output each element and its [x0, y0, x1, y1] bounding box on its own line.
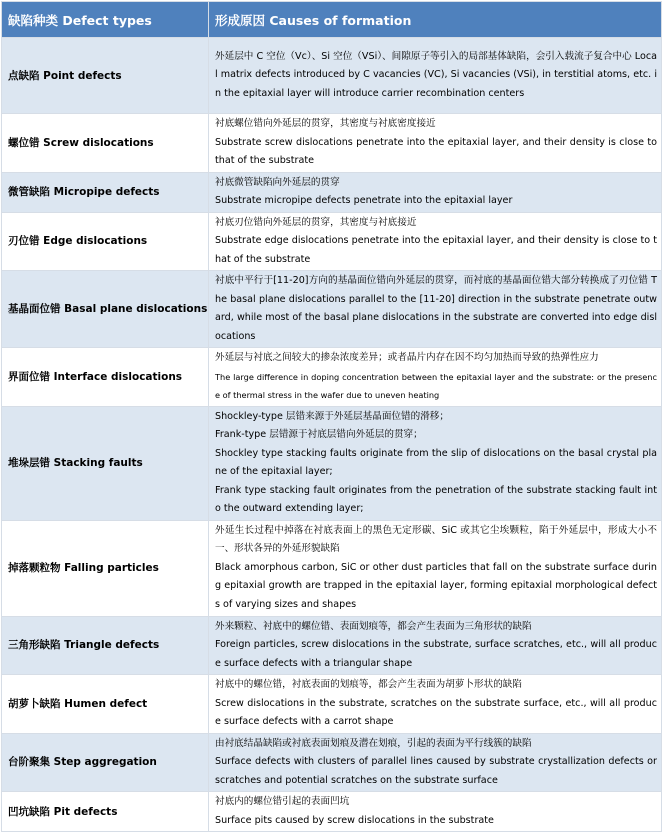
defect-cause: [209, 406, 662, 520]
cause-text: Substrate screw dislocations penetrate into the epitaxial layer, and their density is close to that of the substrate: [215, 136, 657, 166]
cause-text: 衬底刃位错向外延层的贯穿，其密度与衬底接近: [215, 216, 417, 228]
defect-type: 刃位错 Edge dislocations: [2, 212, 209, 271]
table-row: [2, 348, 662, 407]
defect-type: 胡萝卜缺陷 Humen defect: [2, 675, 209, 734]
cause-text: The large difference in doping concentration between the epitaxial layer and the substrate: or the presence of thermal stress in the wafer due to uneven heating: [215, 371, 657, 400]
cause-text: 外延层中 C 空位（Vc）、Si 空位（VSi）、间隙原子等引入的局部基体缺陷，会引入载流子复合中心 Local matrix defects introduced by C vacancies (VC), Si vacancies (VSi), in terstitial atoms, etc. in the epitaxial layer will introduce carrier recombination centers: [215, 50, 657, 99]
defect-cause: [209, 675, 662, 734]
cause-text: Frank type stacking fault originates from the penetration of the substrate stacking fault into the outward extending layer;: [215, 484, 657, 514]
defect-cause: [209, 271, 662, 348]
table-row: [2, 616, 662, 675]
defect-type: 微管缺陷 Micropipe defects: [2, 172, 209, 212]
table-row: [2, 114, 662, 173]
cause-text: 衬底螺位错向外延层的贯穿，其密度与衬底密度接近: [215, 118, 436, 129]
cause-text: Surface defects with clusters of parallel lines caused by substrate crystallization defects or scratches and potential scratches on the substrate surface: [215, 756, 657, 786]
table-row: [2, 212, 662, 271]
defect-cause: [209, 348, 662, 407]
table-row: [2, 675, 662, 734]
table-row: [2, 172, 662, 212]
table-row: [2, 271, 662, 348]
cause-text: Black amorphous carbon, SiC or other dust particles that fall on the substrate surface during epitaxial growth are trapped in the epitaxial layer, forming epitaxial morphological defects of varying sizes and shapes: [215, 561, 657, 610]
defect-type: 基晶面位错 Basal plane dislocations: [2, 271, 209, 348]
defect-table: [1, 1, 662, 832]
defect-type: 点缺陷 Point defects: [2, 38, 209, 114]
header-defect-types: 缺陷种类 Defect types: [2, 2, 209, 38]
defect-cause: [209, 520, 662, 616]
cause-text: 衬底微管缺陷向外延层的贯穿: [215, 176, 340, 188]
defect-cause: [209, 38, 662, 114]
cause-text: 衬底内的螺位错引起的表面凹坑: [215, 796, 350, 807]
cause-text: Foreign particles, screw dislocations in the substrate, surface scratches, etc., will all produce surface defects with a triangular shape: [215, 639, 657, 669]
defect-cause: [209, 172, 662, 212]
cause-text: 衬底中的螺位错，衬底表面的划痕等，都会产生表面为胡萝卜形状的缺陷: [215, 679, 522, 690]
defect-cause: [209, 733, 662, 792]
table-row: [2, 406, 662, 520]
table-row: [2, 792, 662, 832]
table-row: [2, 38, 662, 114]
table-row: [2, 520, 662, 616]
defect-cause: [209, 792, 662, 832]
cause-text: 外来颗粒、衬底中的螺位错、表面划痕等，都会产生表面为三角形状的缺陷: [215, 620, 532, 632]
cause-text: 衬底中平行于[11-20]方向的基晶面位错向外延层的贯穿，而衬底的基晶面位错大部分转换成了刃位错 The basal plane dislocations parallel to the [11-20] direction in the substrate penetrate outward, while most of the basal plane dislocations in the substrate are converted into edge dislocations: [215, 275, 657, 342]
defect-type: 堆垛层错 Stacking faults: [2, 406, 209, 520]
defect-type: 螺位错 Screw dislocations: [2, 114, 209, 173]
header-causes: 形成原因 Causes of formation: [209, 2, 662, 38]
defect-cause: [209, 616, 662, 675]
cause-text: Screw dislocations in the substrate, scratches on the substrate surface, etc., will all produce surface defects with a carrot shape: [215, 697, 657, 727]
cause-text: Frank-type 层错源于衬底层错向外延层的贯穿；: [215, 429, 423, 440]
cause-text: Substrate micropipe defects penetrate into the epitaxial layer: [215, 195, 513, 206]
cause-text: Shockley type stacking faults originate from the slip of dislocations on the basal crystal plane of the epitaxial layer;: [215, 447, 657, 477]
defect-type: 三角形缺陷 Triangle defects: [2, 616, 209, 675]
defect-type: 界面位错 Interface dislocations: [2, 348, 209, 407]
cause-text: 由衬底结晶缺陷或衬底表面划痕及潜在划痕，引起的表面为平行线簇的缺陷: [215, 737, 532, 749]
defect-type: 凹坑缺陷 Pit defects: [2, 792, 209, 832]
cause-text: Shockley-type 层错来源于外延层基晶面位错的滑移；: [215, 410, 449, 422]
defect-type: 台阶聚集 Step aggregation: [2, 733, 209, 792]
cause-text: 外延生长过程中掉落在衬底表面上的黑色无定形碳、SiC 或其它尘埃颗粒，陷于外延层中，形成大小不一、形状各异的外延形貌缺陷: [215, 524, 657, 555]
cause-text: Substrate edge dislocations penetrate into the epitaxial layer, and their density is close to that of the substrate: [215, 235, 657, 265]
defect-cause: [209, 114, 662, 173]
defect-type: 掉落颗粒物 Falling particles: [2, 520, 209, 616]
cause-text: Surface pits caused by screw dislocations in the substrate: [215, 814, 494, 826]
defect-cause: [209, 212, 662, 271]
cause-text: 外延层与衬底之间较大的掺杂浓度差异；或者晶片内存在因不均匀加热而导致的热弹性应力: [215, 352, 599, 363]
table-row: [2, 733, 662, 792]
header-row: [2, 2, 662, 38]
